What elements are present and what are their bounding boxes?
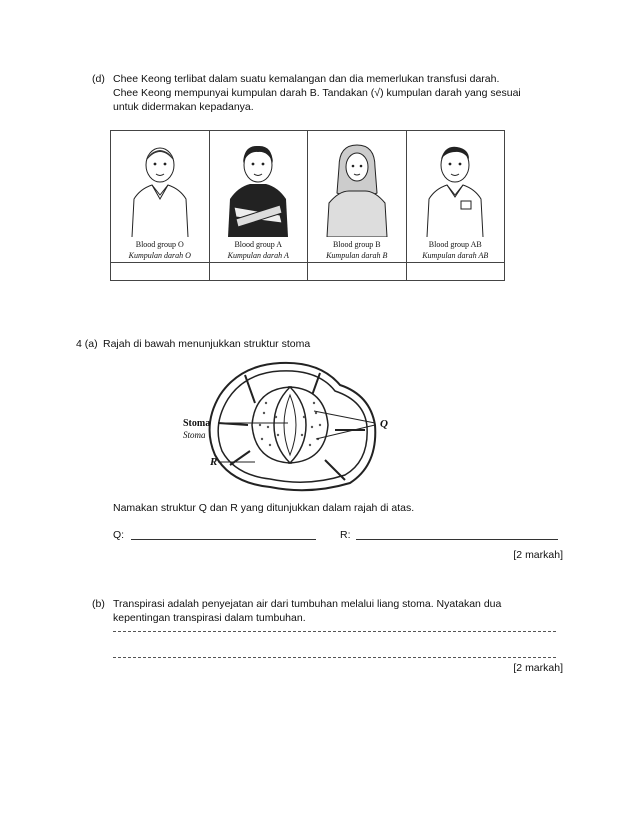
label-q: Q: [380, 418, 388, 430]
person-cell-ab: [406, 131, 505, 263]
question-4a-instruction: Namakan struktur Q dan R yang ditunjukkan dalam rajah di atas.: [113, 502, 415, 514]
blood-group-ab-ms: Kumpulan darah AB: [422, 251, 489, 260]
blood-group-ab-en: Blood group AB: [428, 240, 482, 249]
question-4a-text: Rajah di bawah menunjukkan struktur stoma: [103, 338, 311, 350]
question-4b-label: (b): [92, 598, 105, 610]
blood-group-o-ms: Kumpulan darah O: [128, 251, 191, 260]
answer-line-2[interactable]: [113, 657, 556, 658]
answer-q-line[interactable]: [131, 539, 316, 540]
question-d-label: (d): [92, 73, 105, 85]
answer-r-line[interactable]: [356, 539, 558, 540]
blood-group-o-en: Blood group O: [135, 240, 184, 249]
person-a-illustration: [210, 137, 306, 237]
blood-group-a-ms: Kumpulan darah A: [227, 251, 289, 260]
tick-box-a[interactable]: [209, 263, 308, 281]
blood-group-b-en: Blood group B: [332, 240, 381, 249]
tick-box-ab[interactable]: [406, 263, 505, 281]
tick-box-o[interactable]: [111, 263, 210, 281]
tick-box-b[interactable]: [308, 263, 407, 281]
person-cell-a: [209, 131, 308, 263]
question-d-line-3: untuk didermakan kepadanya.: [113, 101, 254, 113]
answer-r-prefix: R:: [340, 529, 351, 541]
question-4b-line-1: Transpirasi adalah penyejatan air dari tumbuhan melalui liang stoma. Nyatakan dua: [113, 598, 502, 610]
answer-q-prefix: Q:: [113, 529, 125, 541]
question-4b-marks: [2 markah]: [513, 662, 563, 674]
person-b-illustration: [309, 137, 405, 237]
blood-group-table: [110, 130, 505, 281]
question-d-line-1: Chee Keong terlibat dalam suatu kemalangan dan dia memerlukan transfusi darah.: [113, 73, 500, 85]
answer-line-1[interactable]: [113, 631, 556, 632]
question-d-line-2: Chee Keong mempunyai kumpulan darah B. Tandakan (√) kumpulan darah yang sesuai: [113, 87, 521, 99]
person-cell-b: [308, 131, 407, 263]
blood-group-b-ms: Kumpulan darah B: [326, 251, 388, 260]
stoma-label-en: Stoma: [183, 418, 211, 429]
person-ab-illustration: [407, 137, 503, 237]
stoma-label-ms: Stoma: [183, 430, 206, 440]
label-r: R: [210, 456, 218, 468]
question-4a-marks: [2 markah]: [513, 549, 563, 561]
person-o-illustration: [112, 137, 208, 237]
question-4a-label: 4 (a): [76, 338, 98, 350]
blood-group-a-en: Blood group A: [234, 240, 283, 249]
person-cell-o: [111, 131, 210, 263]
question-4b-line-2: kepentingan transpirasi dalam tumbuhan.: [113, 612, 306, 624]
